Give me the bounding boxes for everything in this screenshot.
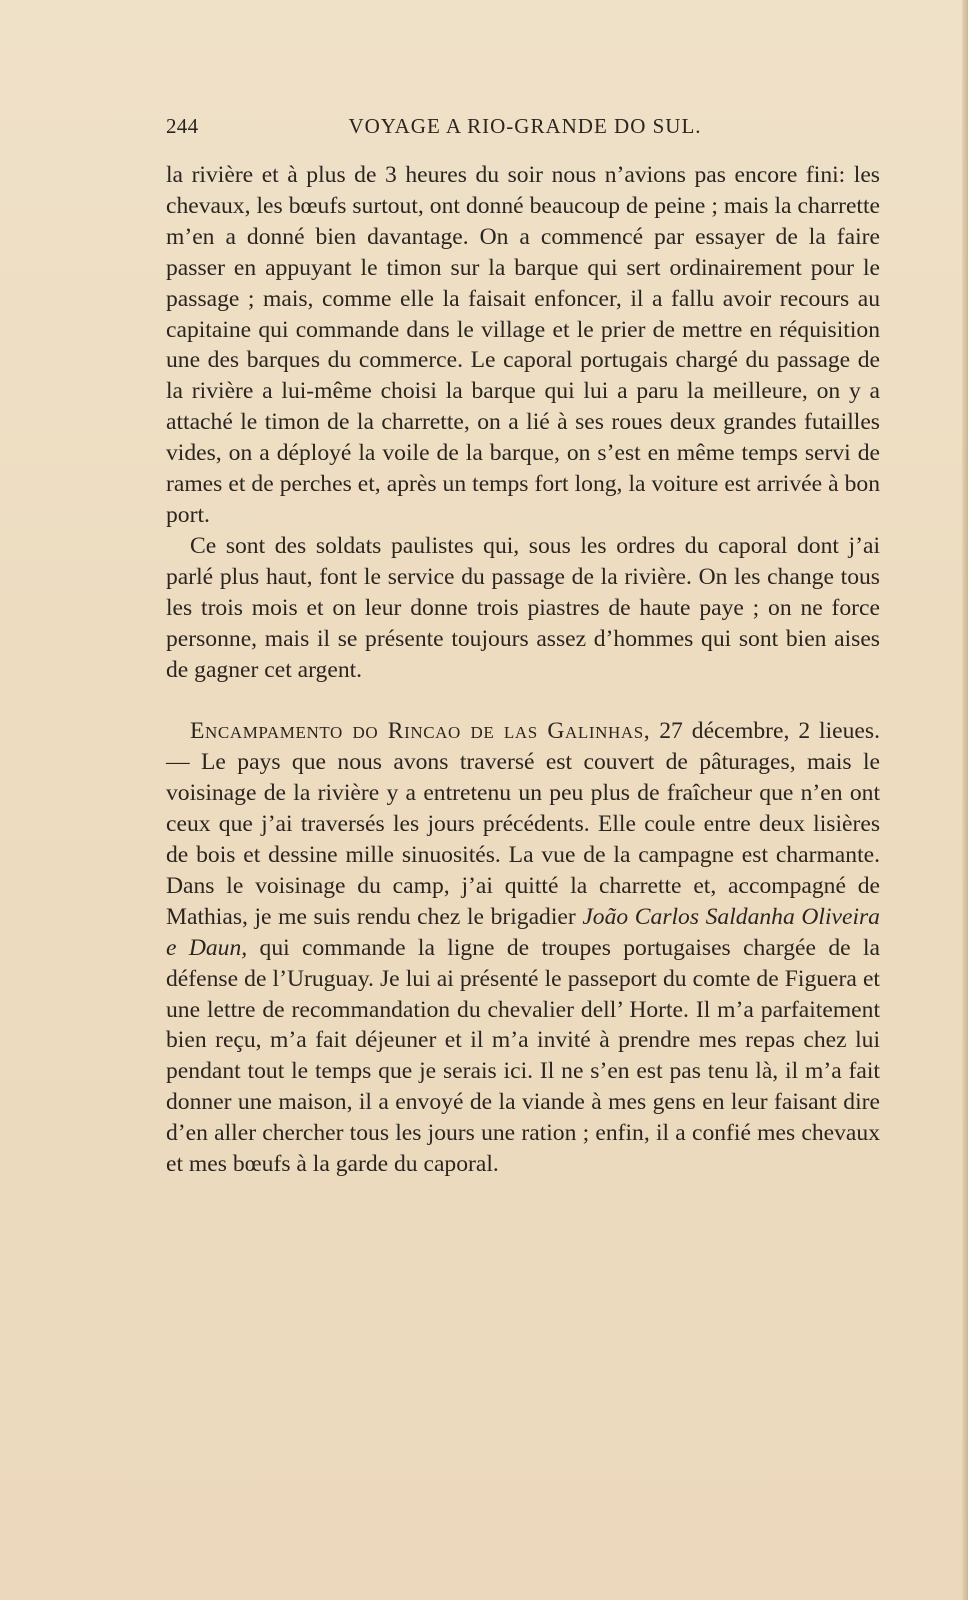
place-heading: Encampamento do Rincao de las Galinhas, [190,718,651,745]
section-gap [166,685,880,716]
paragraph-text-part1: 27 décembre, 2 lieues. — Le pays que nous avons traversé est couvert de pâturages, mais le voisinage de la rivière y a entretenu un peu plus de fraîcheur que n’en ont ceux que j’ai traversés les jours précédents. Elle coule entre deux lisières de bois et dessine mille sinuosités. La vue de la campagne est charmante. Dans le voisinage du camp, j’ai quitté la charrette et, accompagné de Mathias, je me suis rendu chez le brigadier [166,718,880,930]
page-header [166,114,884,144]
paragraph-text-part2: qui commande la ligne de troupes portugaises chargée de la défense de l’Uruguay. Je lui ai présenté le passeport du comte de Figuera et une lettre de recommandation du chevalier dell’ Horte. Il m’a parfaitement bien reçu, m’a fait déjeuner et il m’a invité à prendre mes repas chez lui pendant tout le temps que je serais ici. Il ne s’en est pas tenu là, il m’a fait donner une maison, il a envoyé de la viande à mes gens en leur faisant dire d’en aller chercher tous les jours une ration ; enfin, il a confié mes chevaux et mes bœufs à la garde du caporal. [166,934,881,1178]
paragraph-soldiers: Ce sont des soldats paulistes qui, sous les ordres du caporal dont j’ai parlé plus haut, font le service du passage de la rivière. On les change tous les trois mois et on leur donne trois piastres de haute paye ; on ne force personne, mais il se présente toujours assez d’hommes qui sont bien aises de gagner cet argent. [166,532,880,683]
running-title: VOYAGE A RIO-GRANDE DO SUL. [348,114,702,138]
paragraph-continued: la rivière et à plus de 3 heures du soir nous n’avions pas encore fini: les chevaux, les bœufs surtout, ont donné beaucoup de peine ; mais la charrette m’en a donné bien davantage. On a commencé par essayer de la faire passer en appuyant le timon sur la barque qui sert ordinairement pour le passage ; mais, comme elle la faisait enfoncer, il a fallu avoir recours au capitaine qui commande dans le village et le prier de mettre en réquisition une des barques du commerce. Le caporal portugais chargé du passage de la rivière a lui-même choisi la barque qui lui a paru la meilleure, on y a attaché le timon de la charrette, on a lié à ses roues deux grandes futailles vides, on a déployé la voile de la barque, on s’est en même temps servi de rames et de perches et, après un temps fort long, la voiture est arrivée à bon port. [166,162,880,528]
page-number: 244 [166,114,199,138]
page-edge [962,0,968,1600]
paragraph-encampamento [166,716,880,1180]
body-text [166,160,880,1180]
person-name: João Carlos Saldanha Oliveira e Daun, [166,903,880,961]
